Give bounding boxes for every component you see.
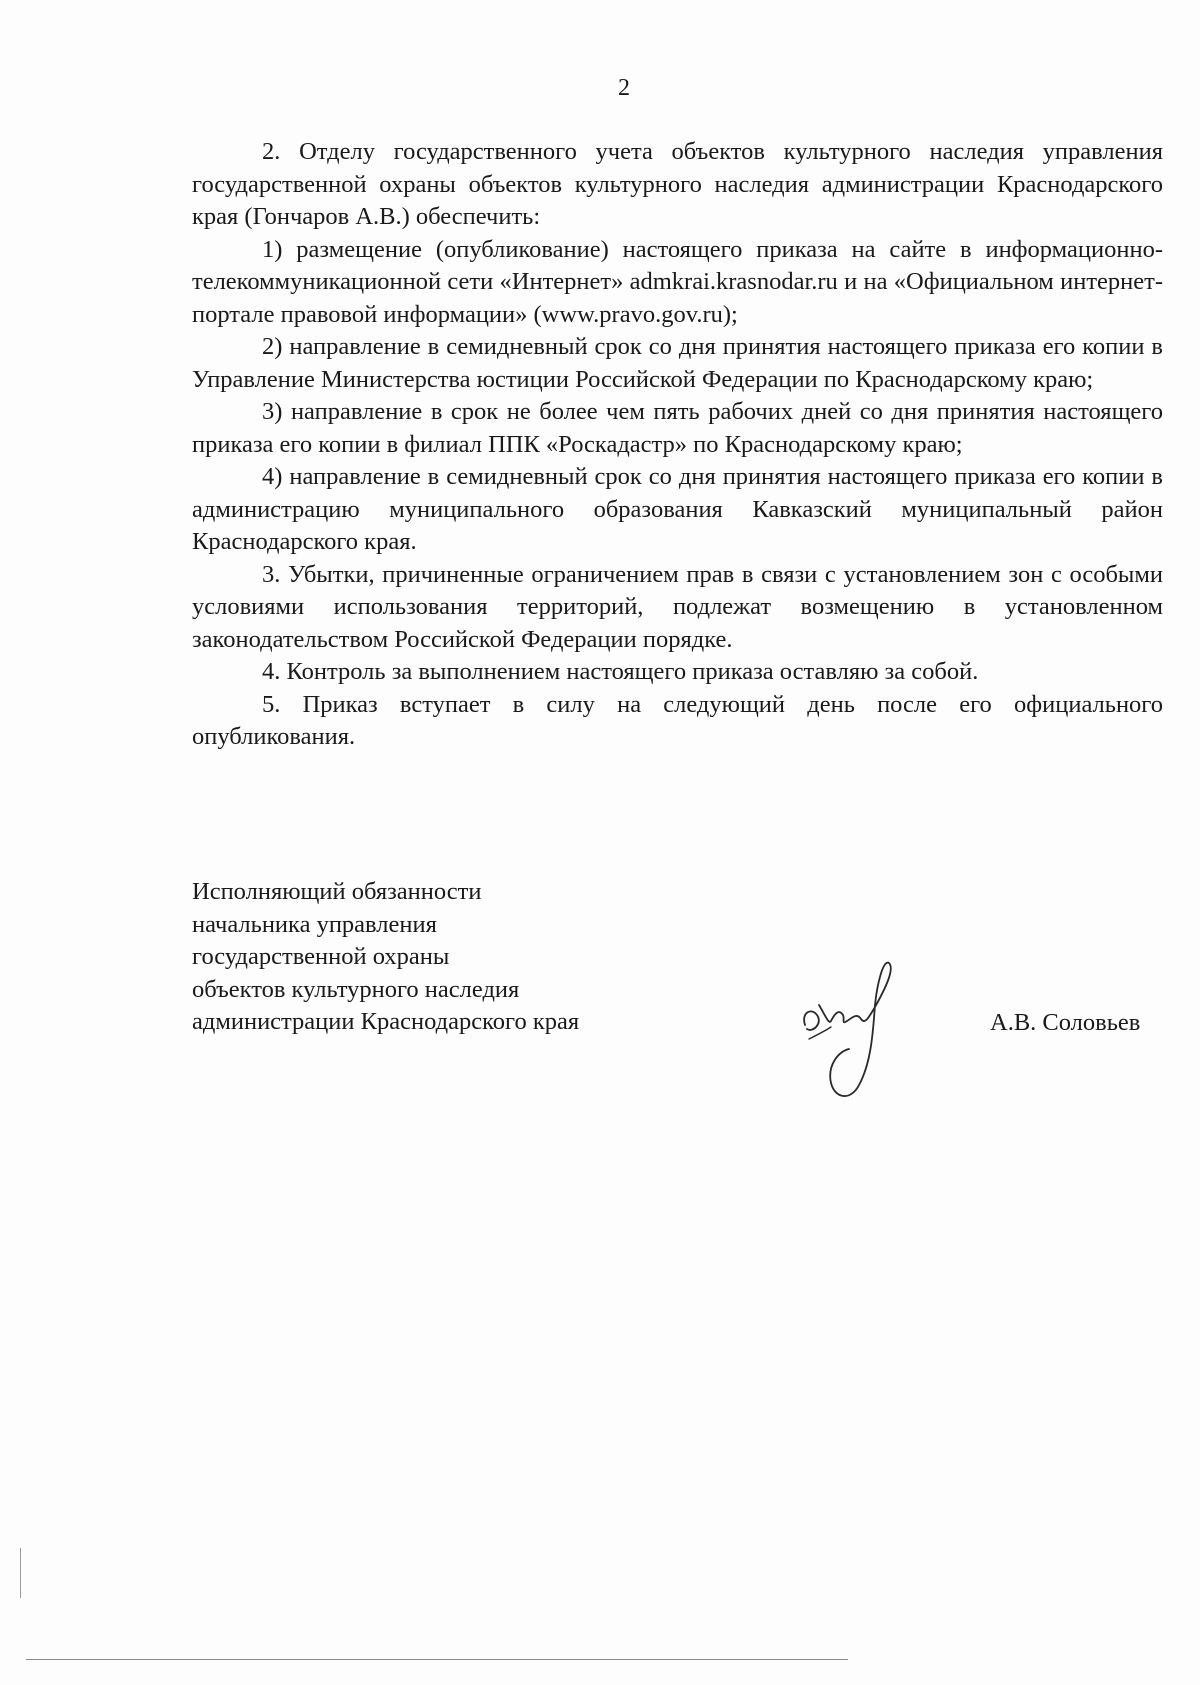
paragraph-item-2: 2. Отделу государственного учета объектов культурного наследия управления государственной охраны объектов культурного наследия администрации Краснодарского края (Гончаров А.В.) обеспечить:: [192, 138, 1163, 230]
handwritten-signature: [795, 955, 905, 1115]
document-body: [192, 136, 1163, 754]
position-line: администрации Краснодарского края: [192, 1008, 580, 1035]
scan-edge-mark: [20, 1548, 21, 1598]
paragraph-item-5: 5. Приказ вступает в силу на следующий день после его официального опубликования.: [192, 690, 1163, 750]
position-line: начальника управления: [192, 910, 437, 938]
position-line: Исполняющий обязанности: [192, 878, 482, 905]
page-number: 2: [618, 75, 630, 101]
paragraph-item-3: 3. Убытки, причиненные ограничением прав в связи с установлением зон с особыми условиями использования территорий, подлежат возмещению в установленном законодательством Российской Федерации порядке.: [192, 560, 1163, 653]
paragraph-subitem-1: 1) размещение (опубликование) настоящего приказа на сайте в информационно-телекоммуникационной сети «Интернет» admkrai.krasnodar.ru и на «Официальном интернет-портале правовой информации» (www.pravo.gov.ru);: [192, 235, 1163, 328]
signatory-position: [192, 876, 579, 1039]
paragraph-subitem-4: 4) направление в семидневный срок со дня принятия настоящего приказа его копии в администрацию муниципального образования Кавказский муниципальный район Краснодарского края.: [192, 463, 1163, 555]
scan-edge-line: [26, 1659, 848, 1660]
paragraph-item-4: 4. Контроль за выполнением настоящего приказа оставляю за собой.: [262, 658, 979, 685]
position-line: государственной охраны: [192, 943, 450, 970]
signer-name: А.В. Соловьев: [990, 1009, 1141, 1036]
position-line: объектов культурного наследия: [192, 975, 520, 1003]
paragraph-subitem-3: 3) направление в срок не более чем пять рабочих дней со дня принятия настоящего приказа его копии в филиал ППК «Роскадастр» по Краснодарскому краю;: [192, 398, 1163, 458]
paragraph-subitem-2: 2) направление в семидневный срок со дня принятия настоящего приказа его копии в Управление Министерства юстиции Российской Федерации по Краснодарскому краю;: [192, 333, 1163, 393]
